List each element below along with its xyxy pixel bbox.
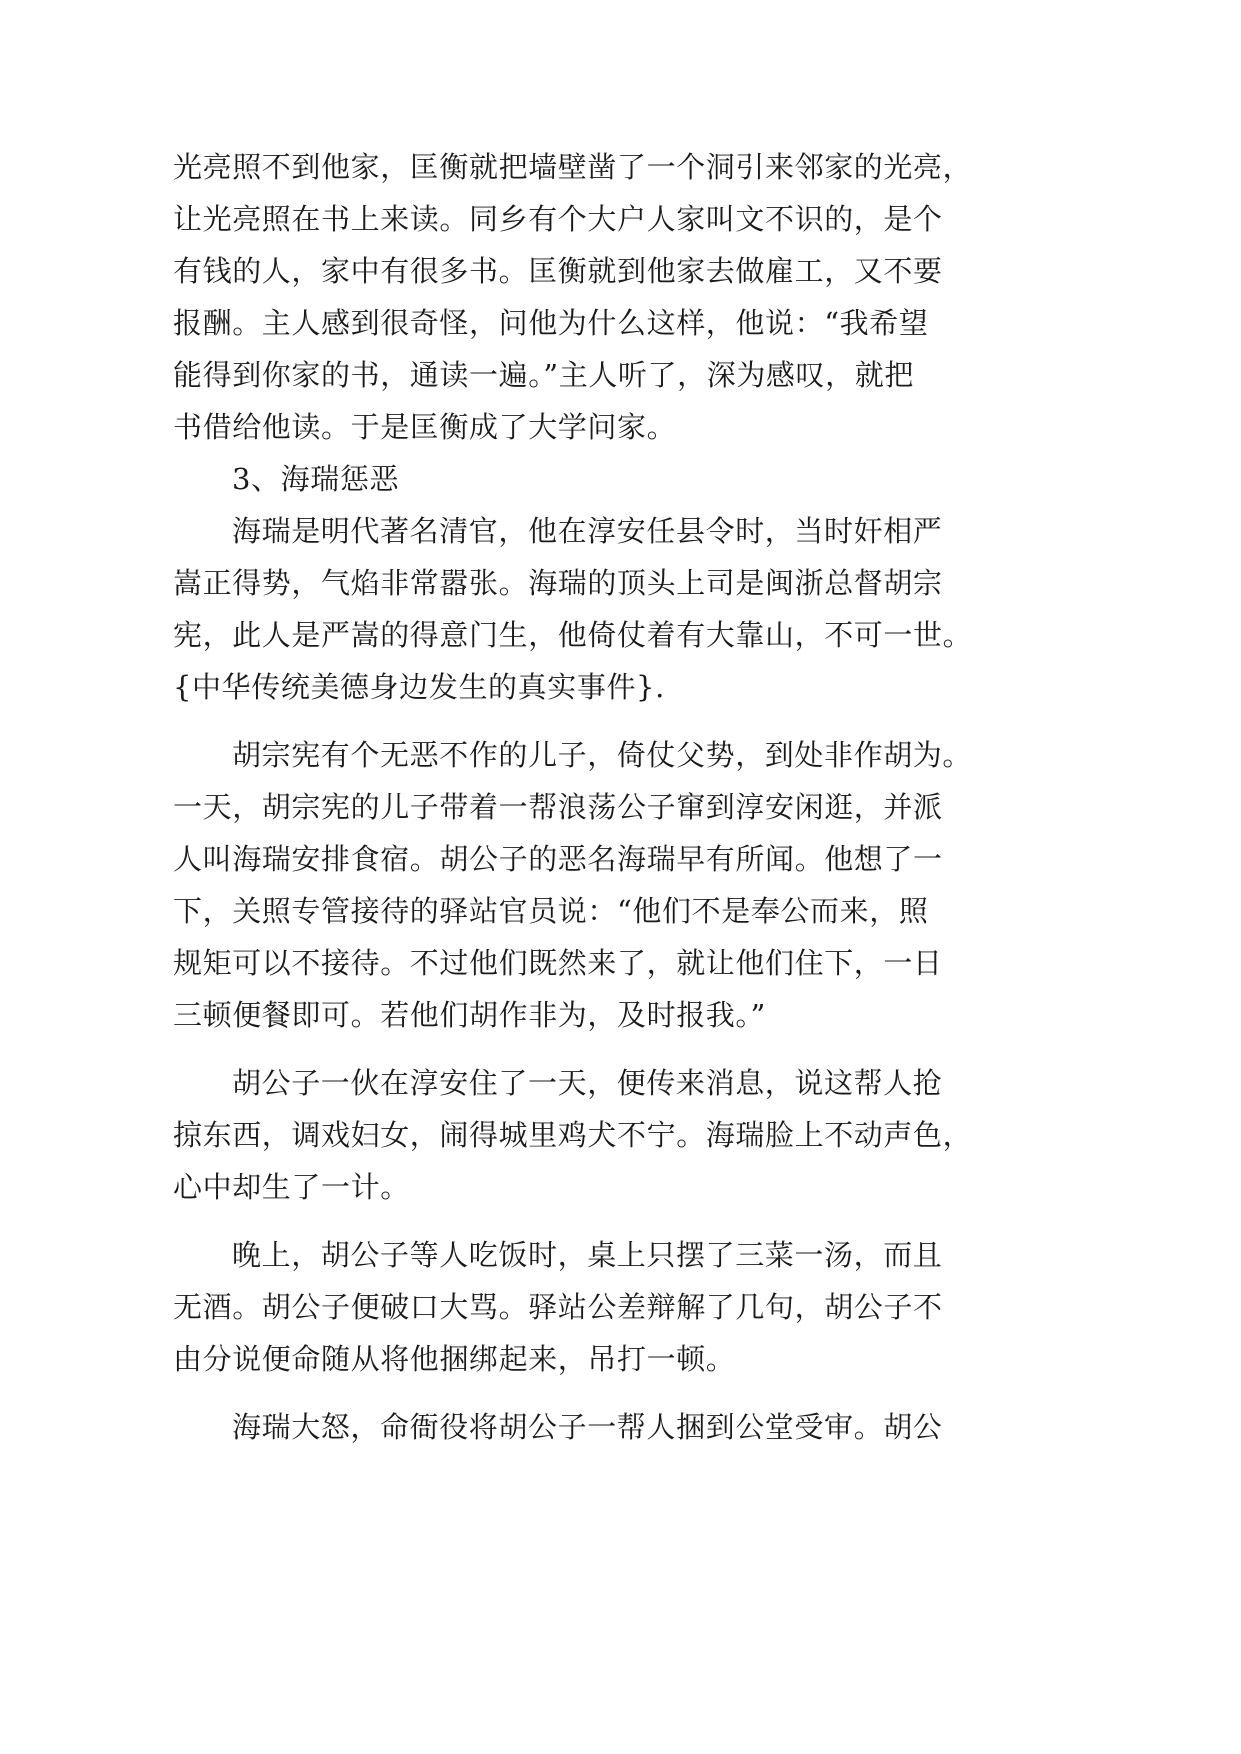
text-line: 掠东西，调戏妇女，闹得城里鸡犬不宁。海瑞脸上不动声色， [173, 1118, 973, 1152]
text-line: 胡宗宪有个无恶不作的儿子，倚仗父势，到处非作胡为。 [232, 738, 973, 772]
text-line: 心中却生了一计。 [173, 1170, 410, 1204]
text-line: 无酒。胡公子便破口大骂。驿站公差辩解了几句，胡公子不 [173, 1290, 943, 1324]
text-line: 下，关照专管接待的驿站官员说：“他们不是奉公而来，照 [173, 894, 929, 928]
text-line: 一天，胡宗宪的儿子带着一帮浪荡公子窜到淳安闲逛，并派 [173, 790, 943, 824]
text-line: 书借给他读。于是匡衡成了大学问家。 [173, 410, 677, 444]
text-line: {中华传统美德身边发生的真实事件}. [173, 670, 665, 704]
text-line: 海瑞是明代著名清官，他在淳安任县令时，当时奸相严 [232, 514, 943, 548]
text-line: 嵩正得势，气焰非常嚣张。海瑞的顶头上司是闽浙总督胡宗 [173, 566, 943, 600]
text-line: 报酬。主人感到很奇怪，问他为什么这样，他说：“我希望 [173, 306, 929, 340]
text-line: 光亮照不到他家，匡衡就把墙壁凿了一个洞引来邻家的光亮， [173, 150, 973, 184]
text-line: 海瑞大怒，命衙役将胡公子一帮人捆到公堂受审。胡公 [232, 1410, 943, 1444]
text-line: 人叫海瑞安排食宿。胡公子的恶名海瑞早有所闻。他想了一 [173, 842, 943, 876]
text-line: 规矩可以不接待。不过他们既然来了，就让他们住下，一日 [173, 946, 943, 980]
text-line: 让光亮照在书上来读。同乡有个大户人家叫文不识的，是个 [173, 202, 943, 236]
section-heading: 3、海瑞惩恶 [232, 462, 400, 496]
text-line: 胡公子一伙在淳安住了一天，便传来消息，说这帮人抢 [232, 1066, 943, 1100]
text-line: 宪，此人是严嵩的得意门生，他倚仗着有大靠山，不可一世。 [173, 618, 973, 652]
text-line: 三顿便餐即可。若他们胡作非为，及时报我。” [173, 998, 766, 1032]
text-line: 晚上，胡公子等人吃饭时，桌上只摆了三菜一汤，而且 [232, 1238, 943, 1272]
text-line: 由分说便命随从将他捆绑起来，吊打一顿。 [173, 1342, 736, 1376]
text-line: 能得到你家的书，通读一遍。”主人听了，深为感叹，就把 [173, 358, 914, 392]
text-line: 有钱的人，家中有很多书。匡衡就到他家去做雇工，又不要 [173, 254, 943, 288]
